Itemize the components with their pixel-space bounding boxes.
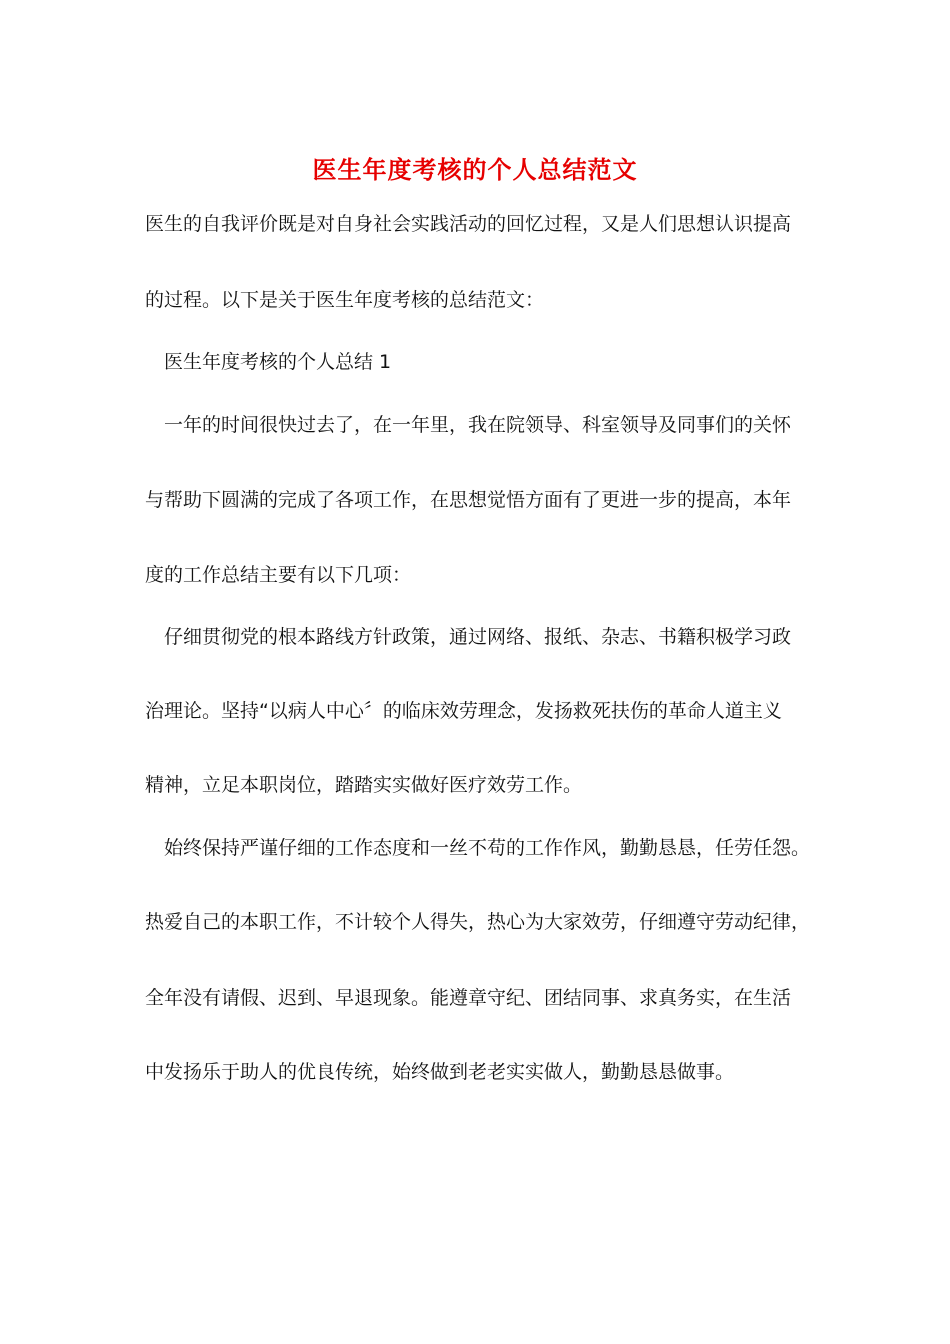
paragraph-line: 始终保持严谨仔细的工作态度和一丝不苟的工作作风，勤勤恳恳，任劳任怨。 [164,837,811,859]
paragraph-line: 精神，立足本职岗位，踏踏实实做好医疗效劳工作。 [145,774,583,796]
document-title: 医生年度考核的个人总结范文 [312,155,638,184]
section-heading: 医生年度考核的个人总结 1 [164,351,392,373]
paragraph-line: 与帮助下圆满的完成了各项工作，在思想觉悟方面有了更进一步的提高，本年 [145,489,792,511]
paragraph-line: 中发扬乐于助人的优良传统，始终做到老老实实做人，勤勤恳恳做事。 [145,1061,735,1083]
paragraph-line: 全年没有请假、迟到、早退现象。能遵章守纪、团结同事、求真务实，在生活 [145,987,792,1009]
paragraph-line: 度的工作总结主要有以下几项： [145,564,412,586]
paragraph-line: 医生的自我评价既是对自身社会实践活动的回忆过程，又是人们思想认识提高 [145,213,792,235]
paragraph-line: 仔细贯彻党的根本路线方针政策，通过网络、报纸、杂志、书籍积极学习政 [164,626,792,648]
paragraph-line: 治理论。坚持“以病人中心〞的临床效劳理念，发扬救死扶伤的革命人道主义 [145,700,782,722]
paragraph-line: 热爱自己的本职工作，不计较个人得失，热心为大家效劳，仔细遵守劳动纪律， [145,911,811,933]
paragraph-line: 的过程。以下是关于医生年度考核的总结范文： [145,289,545,311]
paragraph-line: 一年的时间很快过去了，在一年里，我在院领导、科室领导及同事们的关怀 [164,414,792,436]
